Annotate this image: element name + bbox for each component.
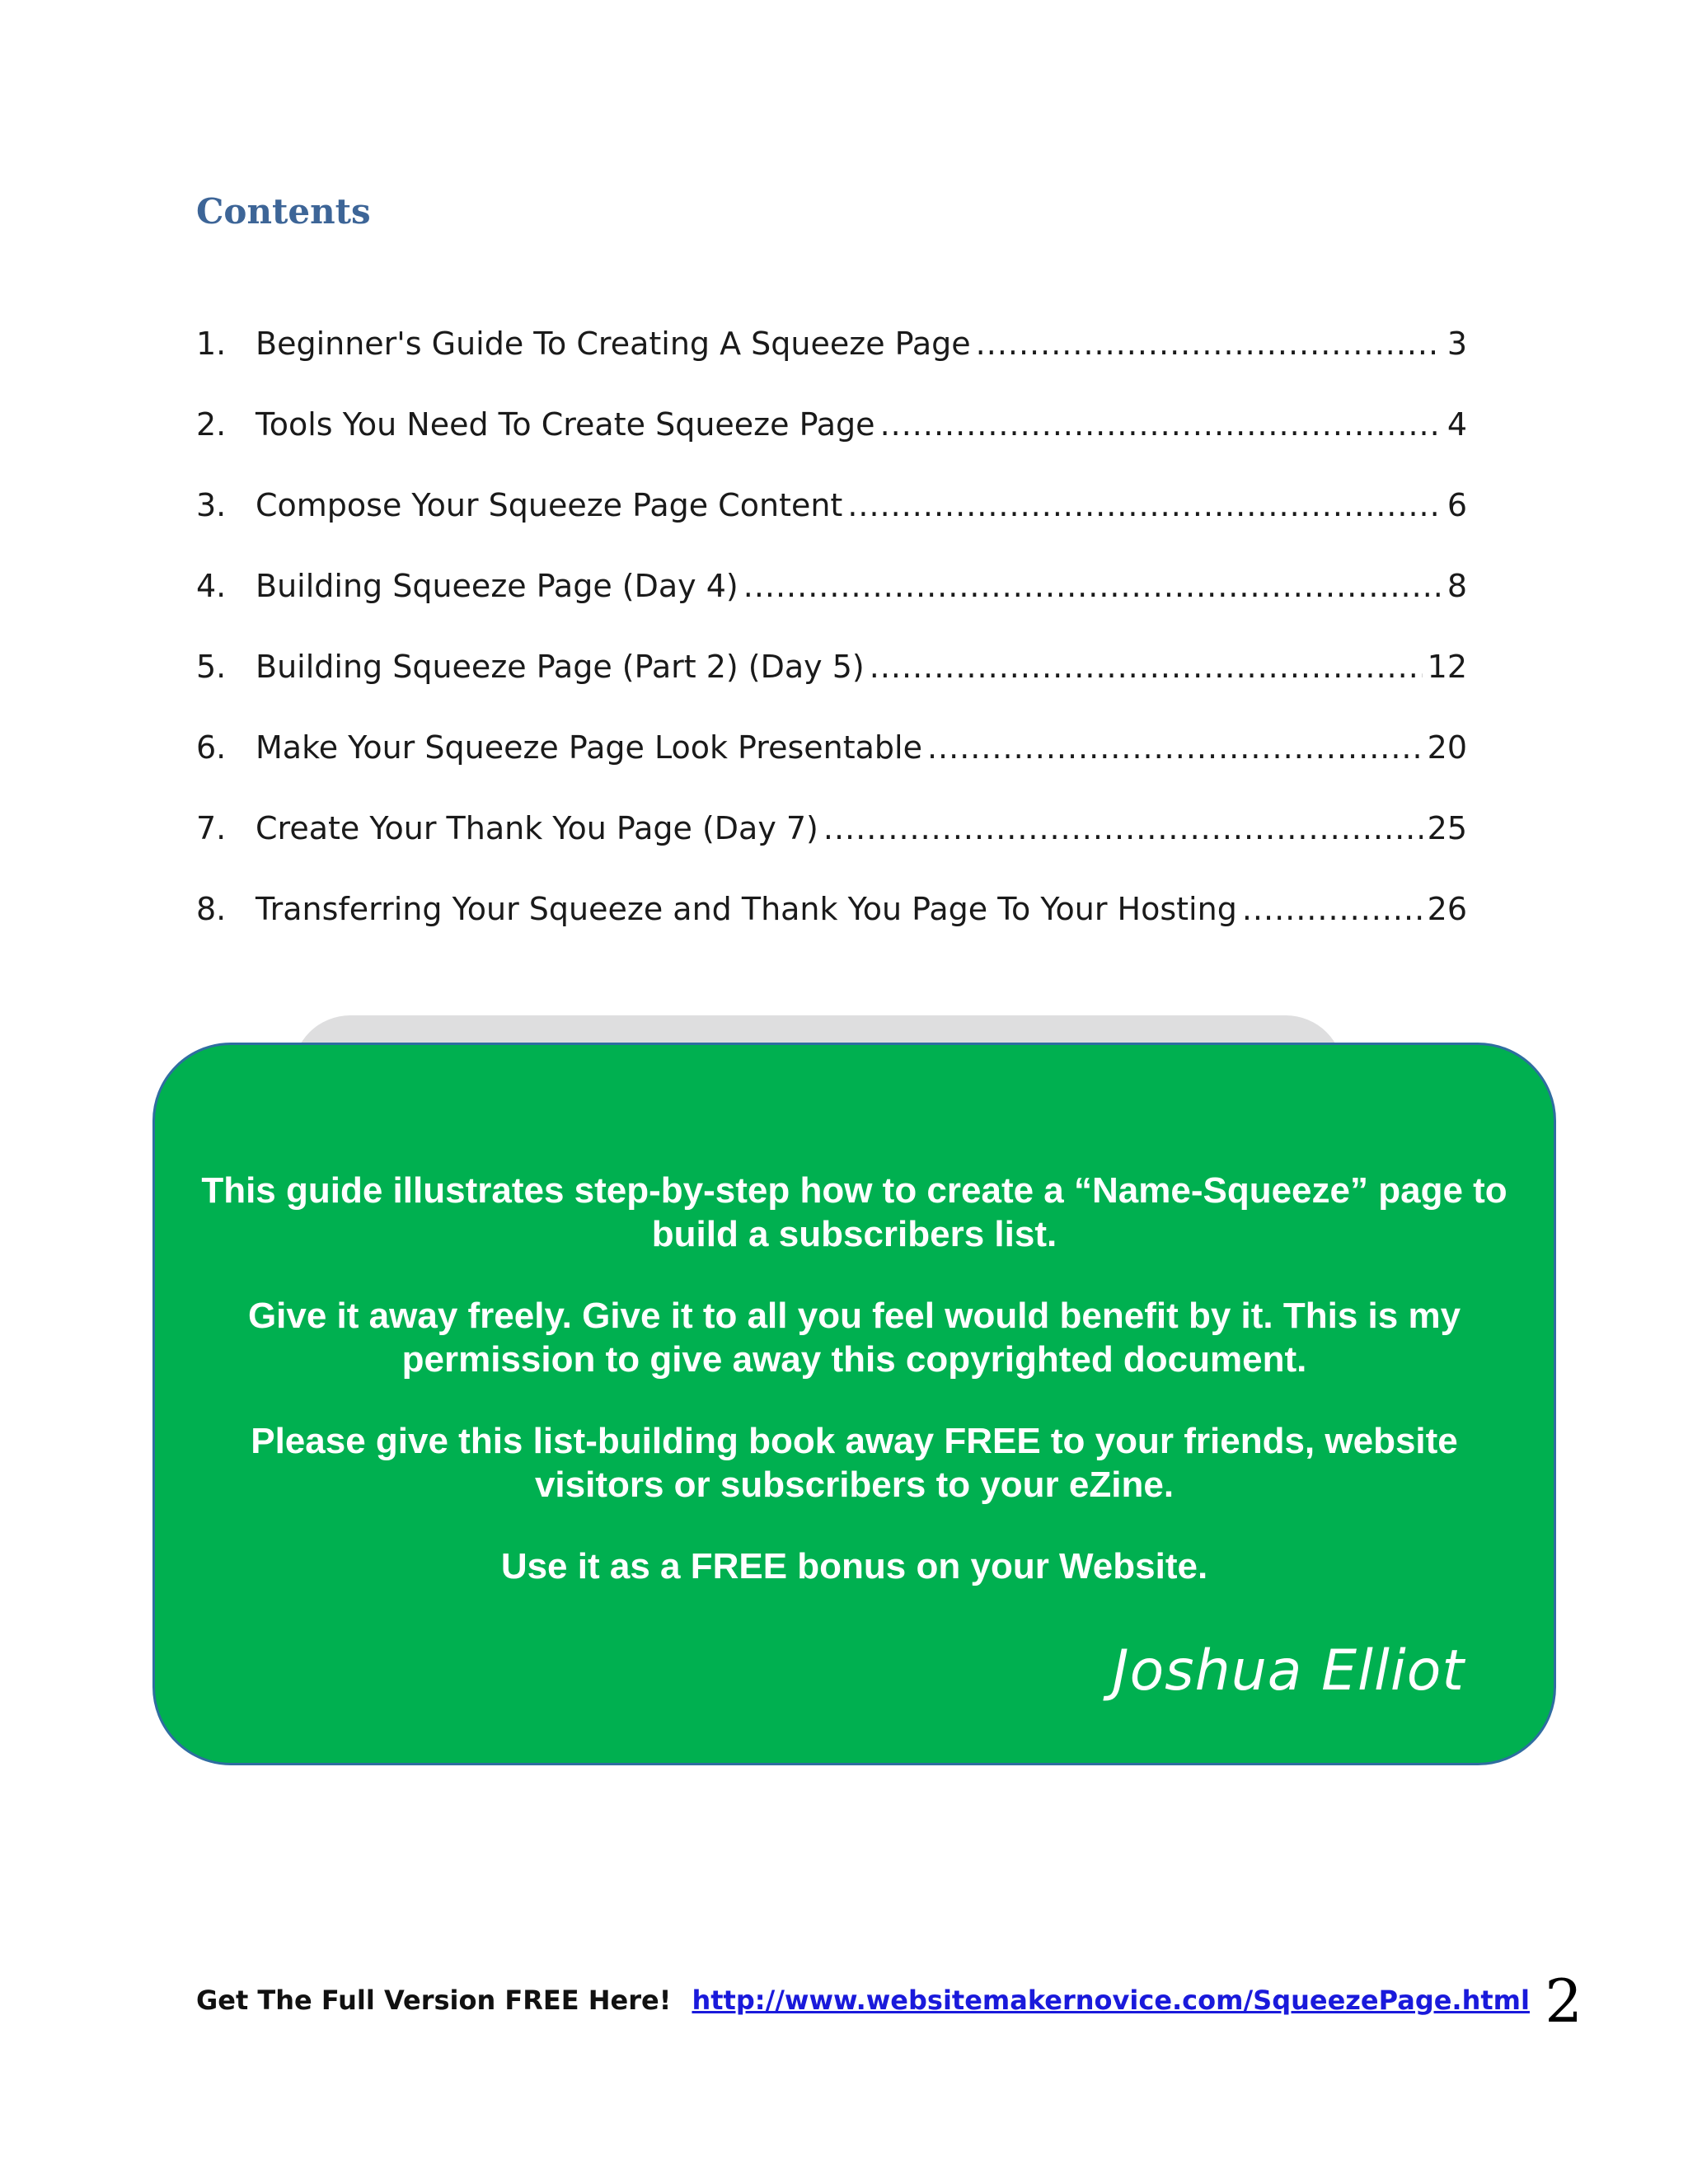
toc-entry-page[interactable]: 20 <box>1427 729 1467 766</box>
toc-entry-number: 8. <box>196 891 227 927</box>
toc-entry-number: 6. <box>196 729 227 766</box>
footer <box>196 1985 1530 2016</box>
toc-entry[interactable] <box>196 891 1467 972</box>
toc-entry-page[interactable]: 8 <box>1447 568 1467 604</box>
toc-entry-title[interactable]: Building Squeeze Page (Day 4) <box>256 568 738 604</box>
toc-entry[interactable] <box>196 568 1467 649</box>
author-signature: Joshua Elliot <box>1112 1638 1465 1704</box>
toc-entry[interactable] <box>196 406 1467 487</box>
toc-dot-leader <box>743 568 1442 604</box>
toc-entry-page[interactable]: 26 <box>1427 891 1467 927</box>
full-version-link[interactable]: http://www.websitemakernovice.com/SqueezePage.html <box>692 1985 1530 2016</box>
toc-entry-title[interactable]: Building Squeeze Page (Part 2) (Day 5) <box>256 649 865 685</box>
toc-entry-page[interactable]: 4 <box>1447 406 1467 443</box>
toc-dot-leader <box>976 326 1442 362</box>
giveaway-notice-box <box>152 1043 1556 1765</box>
toc-entry-page[interactable]: 25 <box>1427 810 1467 846</box>
toc-entry-number: 1. <box>196 326 227 362</box>
toc-entry[interactable] <box>196 326 1467 406</box>
toc-entry-title[interactable]: Beginner's Guide To Creating A Squeeze Page <box>256 326 971 362</box>
toc-dot-leader <box>823 810 1423 846</box>
toc-dot-leader <box>847 487 1442 523</box>
notice-paragraph-3: Please give this list-building book away FREE to your friends, website visitors or subscribers to your eZine. <box>251 1421 1458 1505</box>
giveaway-notice-text <box>188 1169 1521 1626</box>
toc-entry-number: 2. <box>196 406 227 443</box>
toc-entry-number: 4. <box>196 568 227 604</box>
toc-dot-leader <box>927 729 1423 766</box>
contents-heading: Contents <box>196 191 371 232</box>
page-number: 2 <box>1545 1966 1582 2036</box>
toc-entry-number: 7. <box>196 810 227 846</box>
toc-dot-leader <box>870 649 1423 685</box>
toc-entry-title[interactable]: Compose Your Squeeze Page Content <box>256 487 843 523</box>
toc-entry[interactable] <box>196 810 1467 891</box>
toc-entry-page[interactable]: 12 <box>1427 649 1467 685</box>
toc-entry[interactable] <box>196 649 1467 729</box>
toc-dot-leader <box>880 406 1442 443</box>
notice-paragraph-1: This guide illustrates step-by-step how to create a “Name-Squeeze” page to build a subscribers list. <box>201 1170 1507 1254</box>
toc-entry-title[interactable]: Make Your Squeeze Page Look Presentable <box>256 729 922 766</box>
toc-entry-title[interactable]: Transferring Your Squeeze and Thank You Page To Your Hosting <box>256 891 1237 927</box>
notice-paragraph-2: Give it away freely. Give it to all you feel would benefit by it. This is my permission to give away this copyrighted document. <box>247 1296 1461 1380</box>
table-of-contents <box>196 326 1467 972</box>
toc-entry[interactable] <box>196 729 1467 810</box>
toc-dot-leader <box>1242 891 1423 927</box>
toc-entry-number: 5. <box>196 649 227 685</box>
toc-entry-page[interactable]: 6 <box>1447 487 1467 523</box>
toc-entry-title[interactable]: Tools You Need To Create Squeeze Page <box>256 406 875 443</box>
toc-entry[interactable] <box>196 487 1467 568</box>
footer-label: Get The Full Version FREE Here! <box>196 1985 672 2016</box>
toc-entry-number: 3. <box>196 487 227 523</box>
notice-paragraph-4: Use it as a FREE bonus on your Website. <box>500 1546 1208 1586</box>
toc-entry-title[interactable]: Create Your Thank You Page (Day 7) <box>256 810 818 846</box>
toc-entry-page[interactable]: 3 <box>1447 326 1467 362</box>
